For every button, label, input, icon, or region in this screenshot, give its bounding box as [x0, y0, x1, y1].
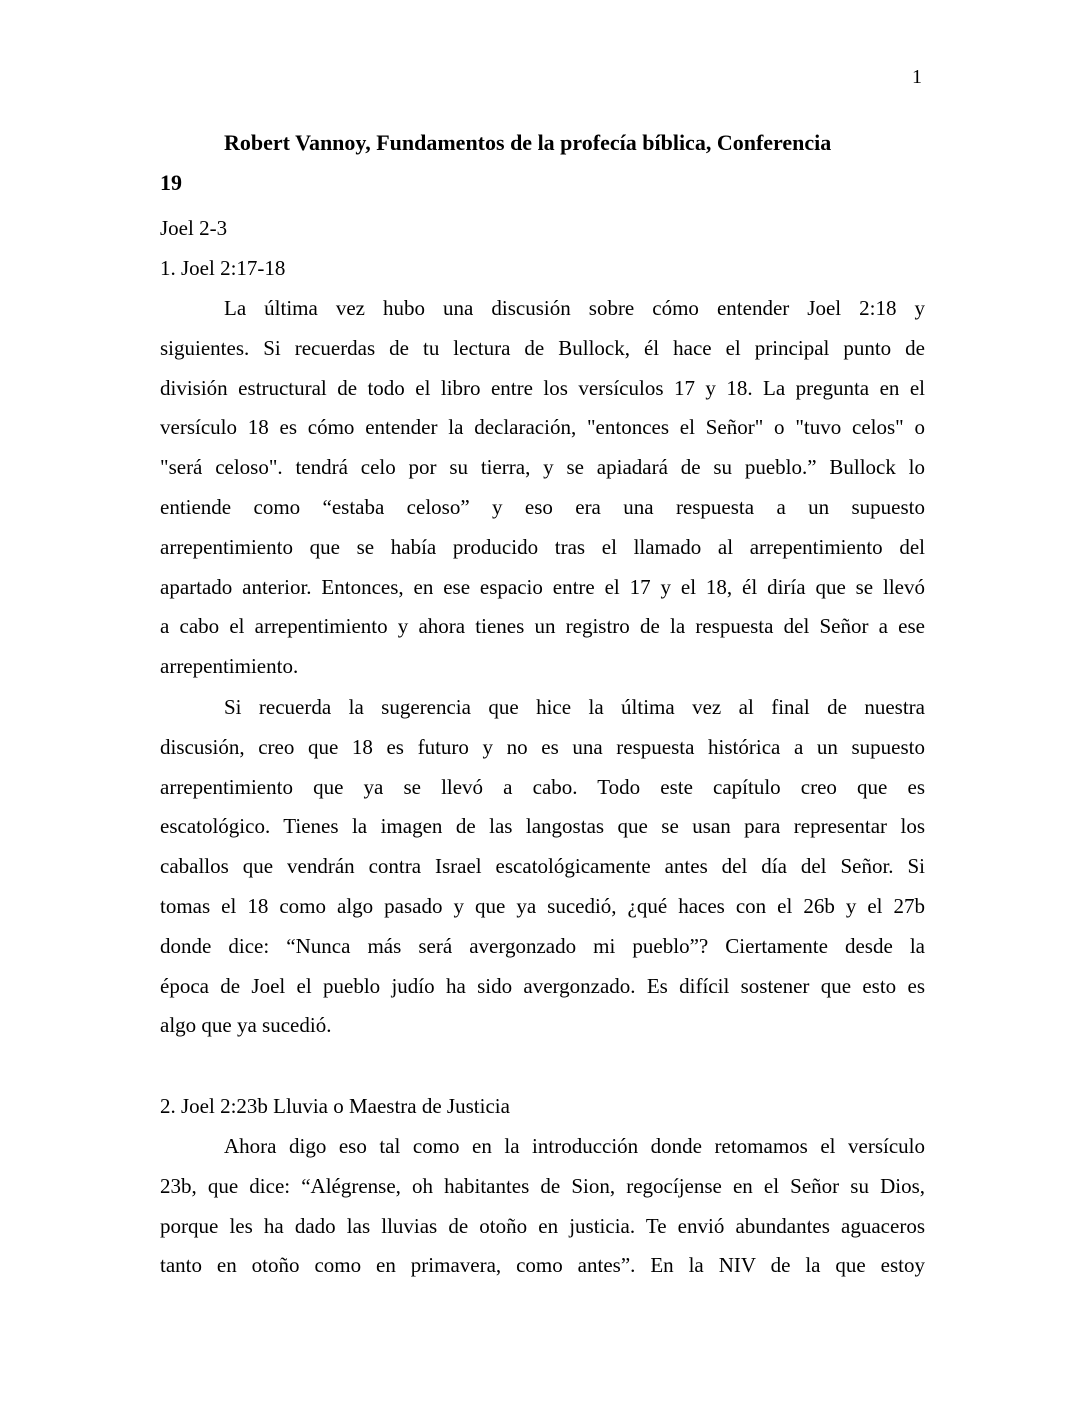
text-line: arrepentimiento que se había producido tras el llamado al arrepentimiento del: [160, 534, 925, 559]
page-number: 1: [912, 66, 922, 88]
text-line: donde dice: “Nunca más será avergonzado mi pueblo”? Ciertamente desde la: [160, 933, 925, 958]
text-line: Ahora digo eso tal como en la introducción donde retomamos el versículo: [224, 1134, 925, 1158]
text-line: tomas el 18 como algo pasado y que ya sucedió, ¿qué haces con el 26b y el 27b: [160, 894, 925, 918]
text-line: época de Joel el pueblo judío ha sido avergonzado. Es difícil sostener que esto es: [160, 973, 925, 998]
text-line: porque les ha dado las lluvias de otoño en justicia. Te envió abundantes aguaceros: [160, 1213, 925, 1238]
document-title: Robert Vannoy, Fundamentos de la profecía bíblica, Conferencia: [224, 130, 832, 155]
text-line: división estructural de todo el libro entre los versículos 17 y 18. La pregunta en el: [160, 375, 925, 400]
text-line: Si recuerda la sugerencia que hice la última vez al final de nuestra: [224, 695, 925, 719]
text-line: 23b, que dice: “Alégrense, oh habitantes de Sion, regocíjense en el Señor su Dios,: [160, 1173, 925, 1198]
section-heading-1: 1. Joel 2:17-18: [160, 256, 286, 280]
text-line: discusión, creo que 18 es futuro y no es una respuesta histórica a un supuesto: [160, 734, 925, 759]
text-line: a cabo el arrepentimiento y ahora tienes un registro de la respuesta del Señor a ese: [160, 614, 925, 639]
text-line: siguientes. Si recuerdas de tu lectura de Bullock, él hace el principal punto de: [160, 335, 925, 360]
text-line: arrepentimiento.: [160, 654, 299, 679]
text-line: entiende como “estaba celoso” y eso era una respuesta a un supuesto: [160, 495, 925, 519]
text-line: arrepentimiento que ya se llevó a cabo. Todo este capítulo creo que es: [160, 774, 925, 799]
text-line: algo que ya sucedió.: [160, 1013, 332, 1038]
text-line: versículo 18 es cómo entender la declaración, "entonces el Señor" o "tuvo celos" o: [160, 415, 925, 440]
document-subtitle: Joel 2-3: [160, 216, 228, 240]
text-line: La última vez hubo una discusión sobre cómo entender Joel 2:18 y: [224, 296, 925, 320]
text-line: escatológico. Tienes la imagen de las langostas que se usan para representar los: [160, 814, 925, 839]
text-line: apartado anterior. Entonces, en ese espacio entre el 17 y el 18, él diría que se llevó: [160, 574, 925, 599]
section-heading-2: 2. Joel 2:23b Lluvia o Maestra de Justicia: [160, 1094, 510, 1118]
text-line: "será celoso". tendrá celo por su tierra, y se apiadará de su pueblo.” Bullock lo: [160, 455, 925, 480]
text-line: caballos que vendrán contra Israel escatológicamente antes del día del Señor. Si: [160, 854, 925, 879]
text-line: tanto en otoño como en primavera, como antes”. En la NIV de la que estoy: [160, 1253, 925, 1278]
document-title-continued: 19: [160, 170, 182, 195]
